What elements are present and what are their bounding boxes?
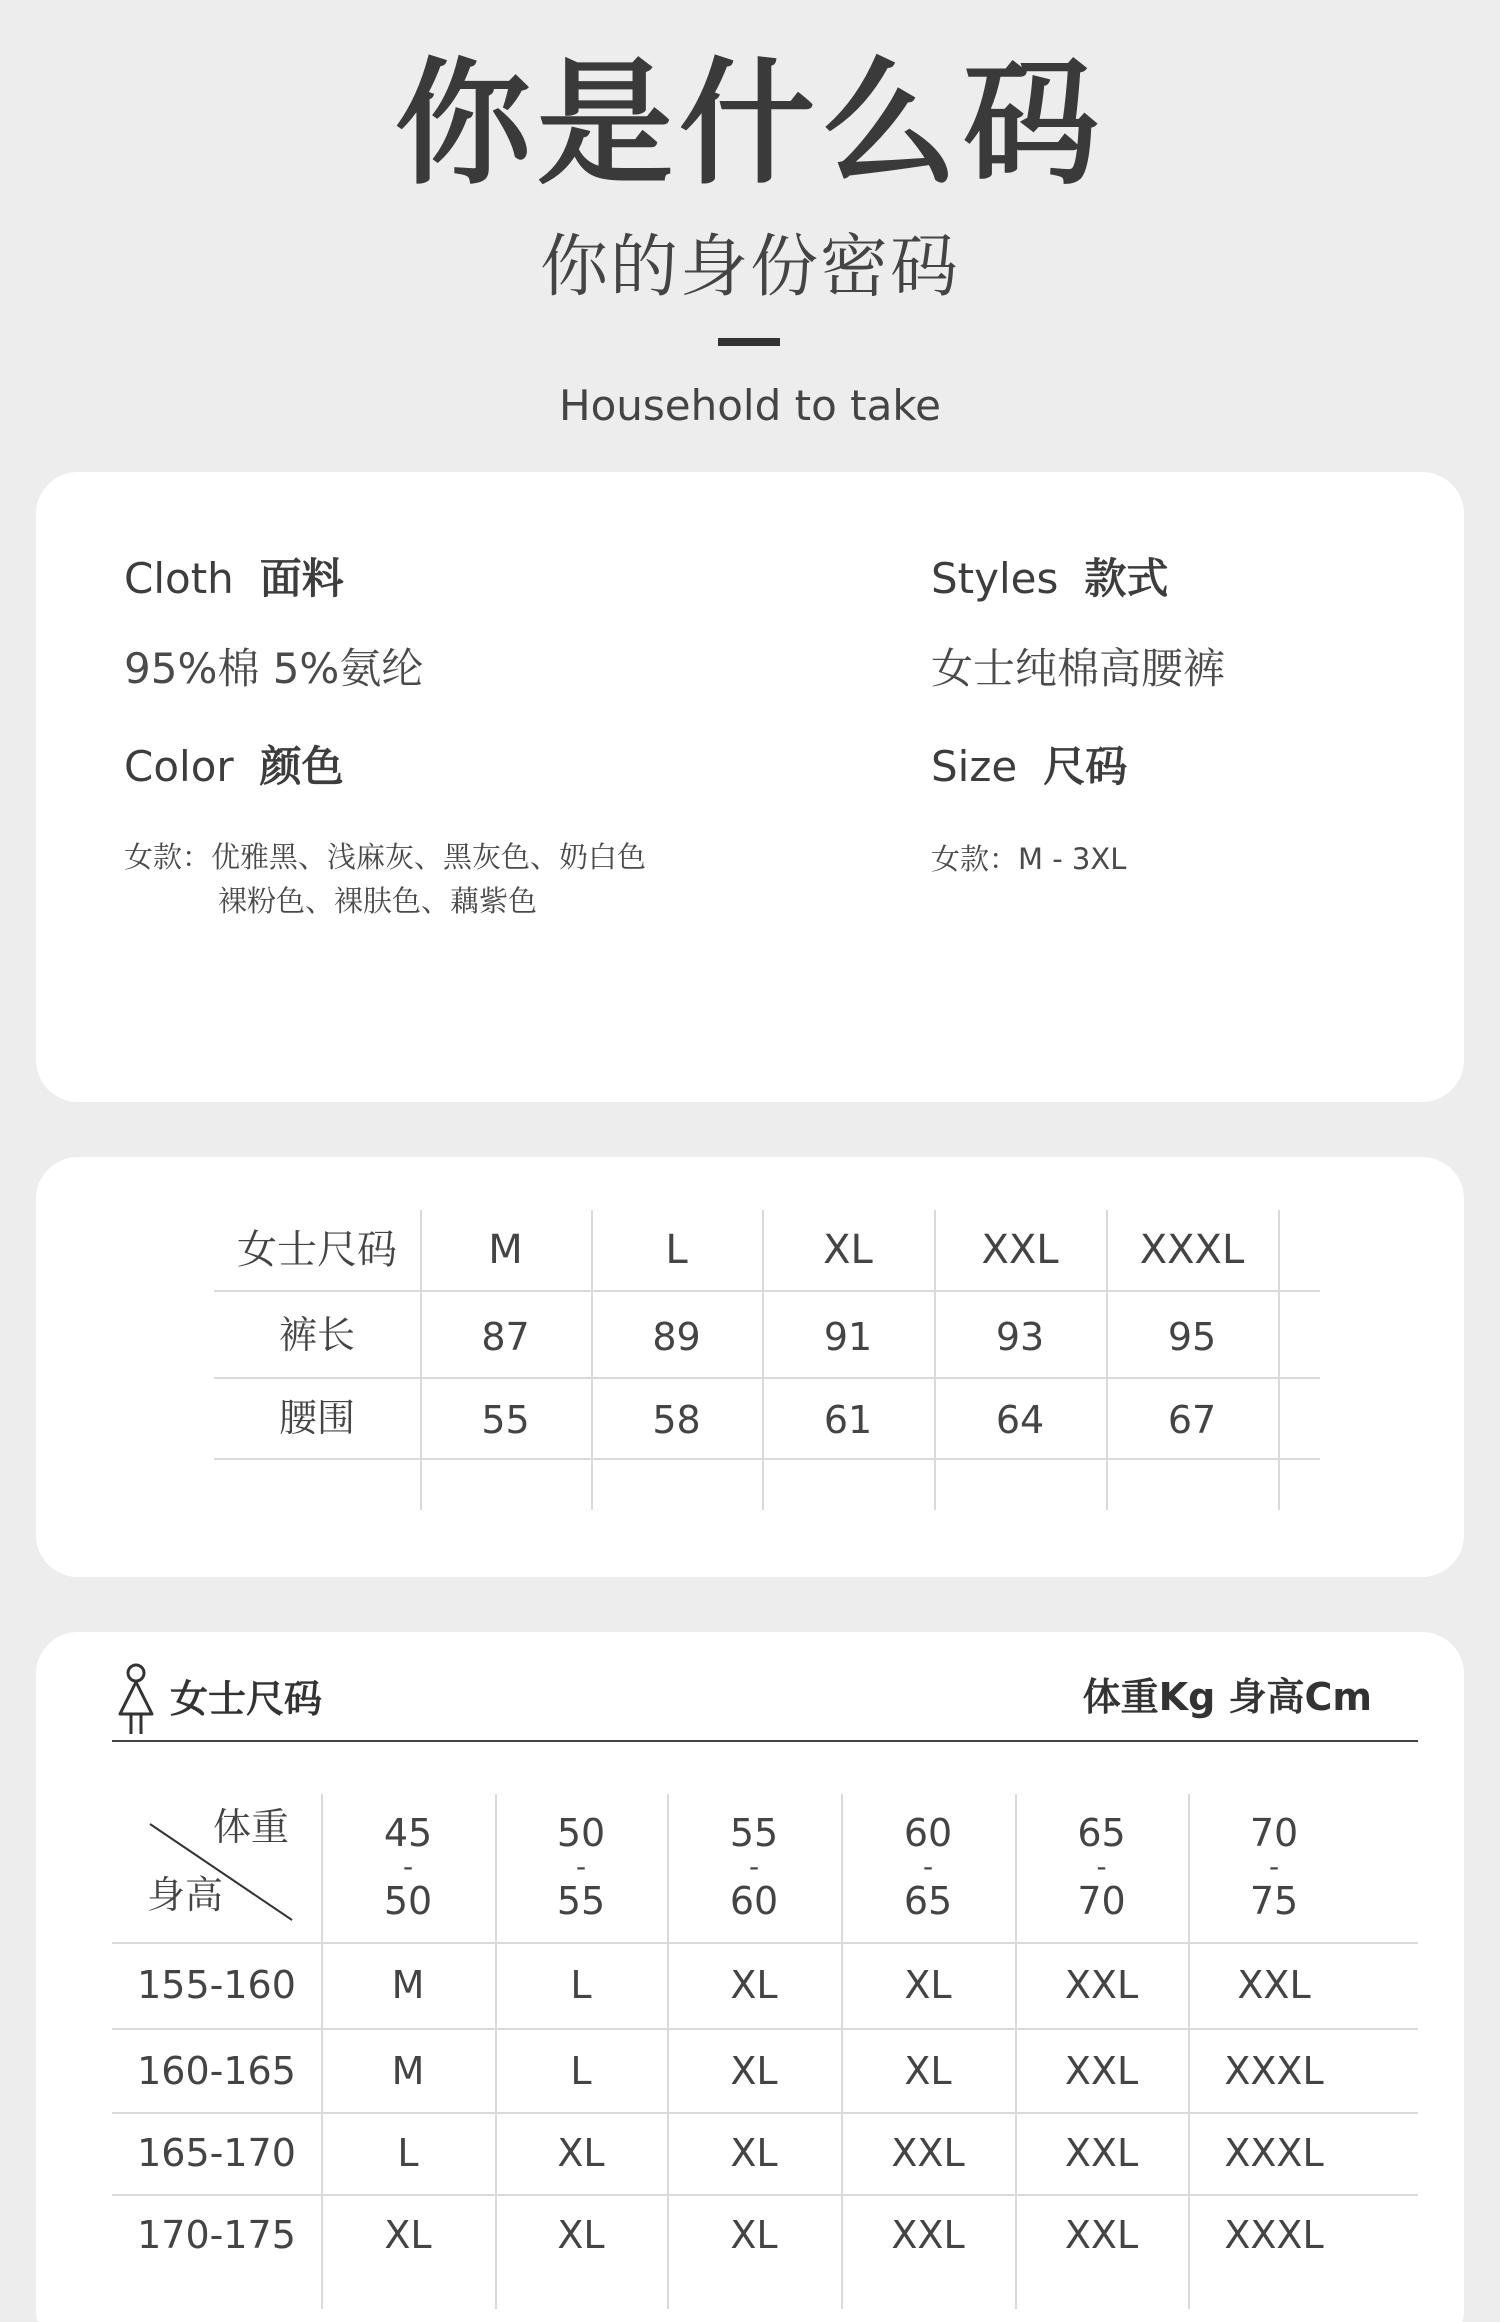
product-info-card: [36, 472, 1464, 1102]
weight-min: 70: [1249, 1811, 1299, 1855]
table-cell: 89: [652, 1315, 701, 1359]
weight-min: 65: [1077, 1811, 1126, 1855]
fit-chart-units: 体重Kg 身高Cm: [1082, 1675, 1372, 1719]
size-heading-en: Size: [931, 742, 1018, 791]
weight-range-header: [321, 1810, 495, 1924]
table-cell: 64: [995, 1398, 1045, 1442]
weight-sep: -: [402, 1850, 414, 1883]
woman-figure-icon: [114, 1662, 158, 1740]
height-range-label: 155-160: [137, 1963, 296, 2007]
weight-max: 55: [556, 1879, 606, 1923]
fit-cell: XL: [730, 2213, 778, 2257]
fit-cell: XL: [384, 2213, 432, 2257]
table-cell: 67: [1167, 1398, 1217, 1442]
table-cell: 87: [481, 1315, 530, 1359]
title-divider: [718, 338, 780, 346]
size-header: XXXL: [1139, 1227, 1245, 1273]
styles-heading-cn: 款式: [1084, 554, 1169, 603]
size-measurement-card: [36, 1157, 1464, 1577]
fit-cell: M: [391, 1963, 425, 2007]
weight-min: 45: [383, 1811, 433, 1855]
cloth-heading: [124, 554, 344, 604]
fit-cell: XXXL: [1224, 2049, 1324, 2093]
weight-min: 50: [556, 1811, 606, 1855]
fit-cell: XL: [730, 1963, 778, 2007]
fit-cell: XL: [557, 2213, 605, 2257]
color-heading: [124, 742, 344, 792]
fit-cell: XXXL: [1224, 2131, 1324, 2175]
height-range-label: 170-175: [137, 2213, 296, 2257]
fit-chart-title: 女士尺码: [170, 1677, 323, 1721]
fit-cell: L: [570, 1963, 592, 2007]
cloth-value: 95%棉 5%氨纶: [124, 644, 424, 693]
fit-cell: XL: [904, 2049, 952, 2093]
grid-line: [214, 1290, 1320, 1292]
weight-sep: -: [1096, 1850, 1107, 1883]
size-header: M: [488, 1227, 523, 1273]
header-rule: [112, 1740, 1418, 1742]
weight-range-header: [495, 1810, 667, 1924]
table-cell: 93: [995, 1315, 1045, 1359]
table-cell: 91: [823, 1315, 873, 1359]
weight-sep: -: [1268, 1850, 1280, 1883]
weight-range-header: [841, 1810, 1015, 1924]
weight-sep: -: [748, 1850, 760, 1883]
fit-cell: M: [391, 2049, 425, 2093]
fit-cell: L: [397, 2131, 419, 2175]
size-table-corner: 女士尺码: [237, 1227, 397, 1273]
color-heading-cn: 颜色: [259, 742, 344, 791]
grid-line: [112, 1942, 1418, 1944]
size-heading-cn: 尺码: [1043, 742, 1128, 791]
weight-max: 70: [1077, 1879, 1126, 1923]
weight-min: 55: [729, 1811, 779, 1855]
english-caption: Household to take: [559, 381, 941, 430]
styles-heading: [931, 554, 1168, 604]
grid-line: [112, 2194, 1418, 2196]
fit-cell: XXL: [1064, 2049, 1139, 2093]
corner-height-label: 身高: [146, 1873, 223, 1917]
table-cell: 55: [481, 1398, 530, 1442]
weight-max: 65: [903, 1879, 953, 1923]
color-list-line1: 女款：优雅黑、浅麻灰、黑灰色、奶白色: [124, 840, 647, 874]
weight-sep: -: [575, 1850, 587, 1883]
weight-max: 60: [729, 1879, 779, 1923]
cloth-heading-cn: 面料: [259, 554, 344, 603]
size-heading: [931, 742, 1127, 792]
size-header: XXL: [981, 1227, 1059, 1273]
fit-cell: XXL: [1064, 2131, 1139, 2175]
fit-cell: XXL: [891, 2131, 965, 2175]
weight-min: 60: [903, 1811, 953, 1855]
grid-line: [112, 2112, 1418, 2114]
weight-range-header: [1015, 1810, 1188, 1924]
fit-cell: XL: [904, 1963, 952, 2007]
fit-cell: XXL: [1064, 2213, 1139, 2257]
corner-weight-label: 体重: [212, 1805, 289, 1849]
page-subtitle: 你的身份密码: [539, 228, 960, 307]
styles-value: 女士纯棉高腰裤: [931, 644, 1226, 693]
fit-cell: XXL: [1237, 1963, 1311, 2007]
page-title: 你是什么码: [395, 46, 1105, 204]
grid-line: [112, 2028, 1418, 2030]
size-range-value: 女款：M - 3XL: [931, 842, 1127, 876]
height-range-label: 165-170: [137, 2131, 296, 2175]
table-cell: 95: [1167, 1315, 1217, 1359]
weight-range-header: [667, 1810, 841, 1924]
color-list-line2: 裸粉色、裸肤色、藕紫色: [218, 884, 538, 918]
fit-cell: XXXL: [1224, 2213, 1324, 2257]
weight-sep: -: [922, 1850, 934, 1883]
size-header: XL: [823, 1227, 873, 1273]
fit-cell: XL: [557, 2131, 605, 2175]
weight-max: 50: [383, 1879, 433, 1923]
grid-line: [214, 1458, 1320, 1460]
row-label-waist: 腰围: [278, 1396, 355, 1440]
grid-line: [214, 1377, 1320, 1379]
color-heading-en: Color: [124, 742, 234, 791]
table-cell: 58: [652, 1398, 701, 1442]
weight-max: 75: [1249, 1879, 1299, 1923]
table-cell: 61: [823, 1398, 873, 1442]
cloth-heading-en: Cloth: [124, 554, 234, 603]
size-header: L: [665, 1227, 688, 1273]
weight-range-header: [1188, 1810, 1360, 1924]
fit-cell: L: [570, 2049, 592, 2093]
fit-cell: XL: [730, 2049, 778, 2093]
row-label-length: 裤长: [278, 1313, 355, 1357]
fit-cell: XL: [730, 2131, 778, 2175]
grid-line: [1278, 1210, 1280, 1510]
styles-heading-en: Styles: [931, 554, 1059, 603]
height-range-label: 160-165: [137, 2049, 296, 2093]
fit-cell: XXL: [1064, 1963, 1139, 2007]
fit-cell: XXL: [891, 2213, 965, 2257]
size-recommendation-card: [36, 1632, 1464, 2322]
